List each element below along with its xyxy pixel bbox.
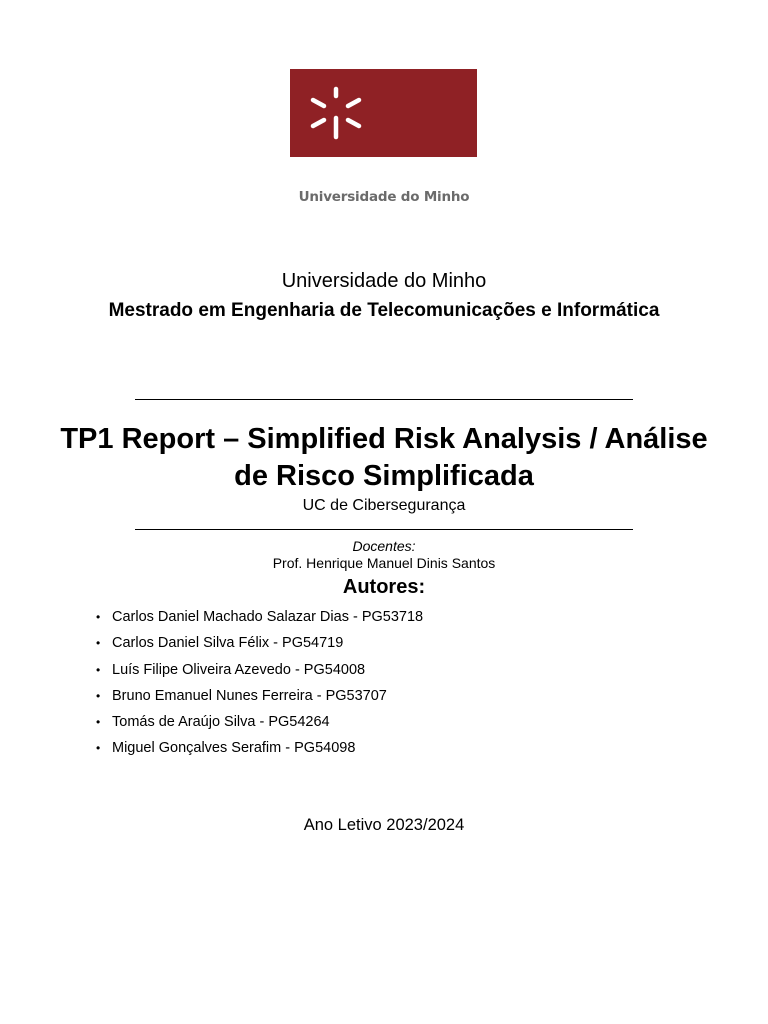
- bullet-icon: •: [96, 715, 101, 730]
- logo-caption: Universidade do Minho: [298, 189, 470, 205]
- list-item: [96, 686, 423, 712]
- author-name: Carlos Daniel Machado Salazar Dias - PG53718: [112, 609, 424, 625]
- list-item: [96, 712, 423, 738]
- bullet-icon: •: [96, 610, 101, 624]
- list-item: [96, 633, 423, 659]
- author-name: Carlos Daniel Silva Félix - PG54719: [112, 635, 344, 652]
- course-name: UC de Cibersegurança: [302, 497, 466, 514]
- list-item: [96, 607, 423, 633]
- university-name: Universidade do Minho: [281, 270, 487, 292]
- authors-list: [96, 607, 423, 765]
- top-divider: [135, 399, 633, 400]
- bottom-divider: [135, 529, 633, 530]
- author-name: Miguel Gonçalves Serafim - PG54098: [112, 740, 356, 757]
- bullet-icon: •: [96, 662, 101, 677]
- bullet-icon: •: [96, 741, 101, 756]
- docentes-label: Docentes:: [352, 538, 416, 554]
- bullet-icon: •: [96, 688, 101, 703]
- university-minho-emblem-icon: [290, 69, 477, 157]
- author-name: Bruno Emanuel Nunes Ferreira - PG53707: [112, 687, 387, 704]
- author-name: Tomás de Araújo Silva - PG54264: [112, 714, 330, 731]
- list-item: [96, 738, 423, 764]
- docente-name: Prof. Henrique Manuel Dinis Santos: [272, 555, 496, 571]
- author-name: Luís Filipe Oliveira Azevedo - PG54008: [112, 661, 366, 678]
- academic-year: Ano Letivo 2023/2024: [303, 816, 465, 834]
- logo-background: [290, 69, 477, 157]
- list-item: [96, 660, 423, 686]
- report-title: TP1 Report – Simplified Risk Analysis / Análise de Risco Simplificada: [60, 423, 708, 492]
- degree-title: Mestrado em Engenharia de Telecomunicações e Informática: [108, 300, 660, 321]
- bullet-icon: •: [96, 636, 101, 651]
- authors-heading: Autores:: [342, 576, 426, 598]
- university-logo: [290, 69, 477, 157]
